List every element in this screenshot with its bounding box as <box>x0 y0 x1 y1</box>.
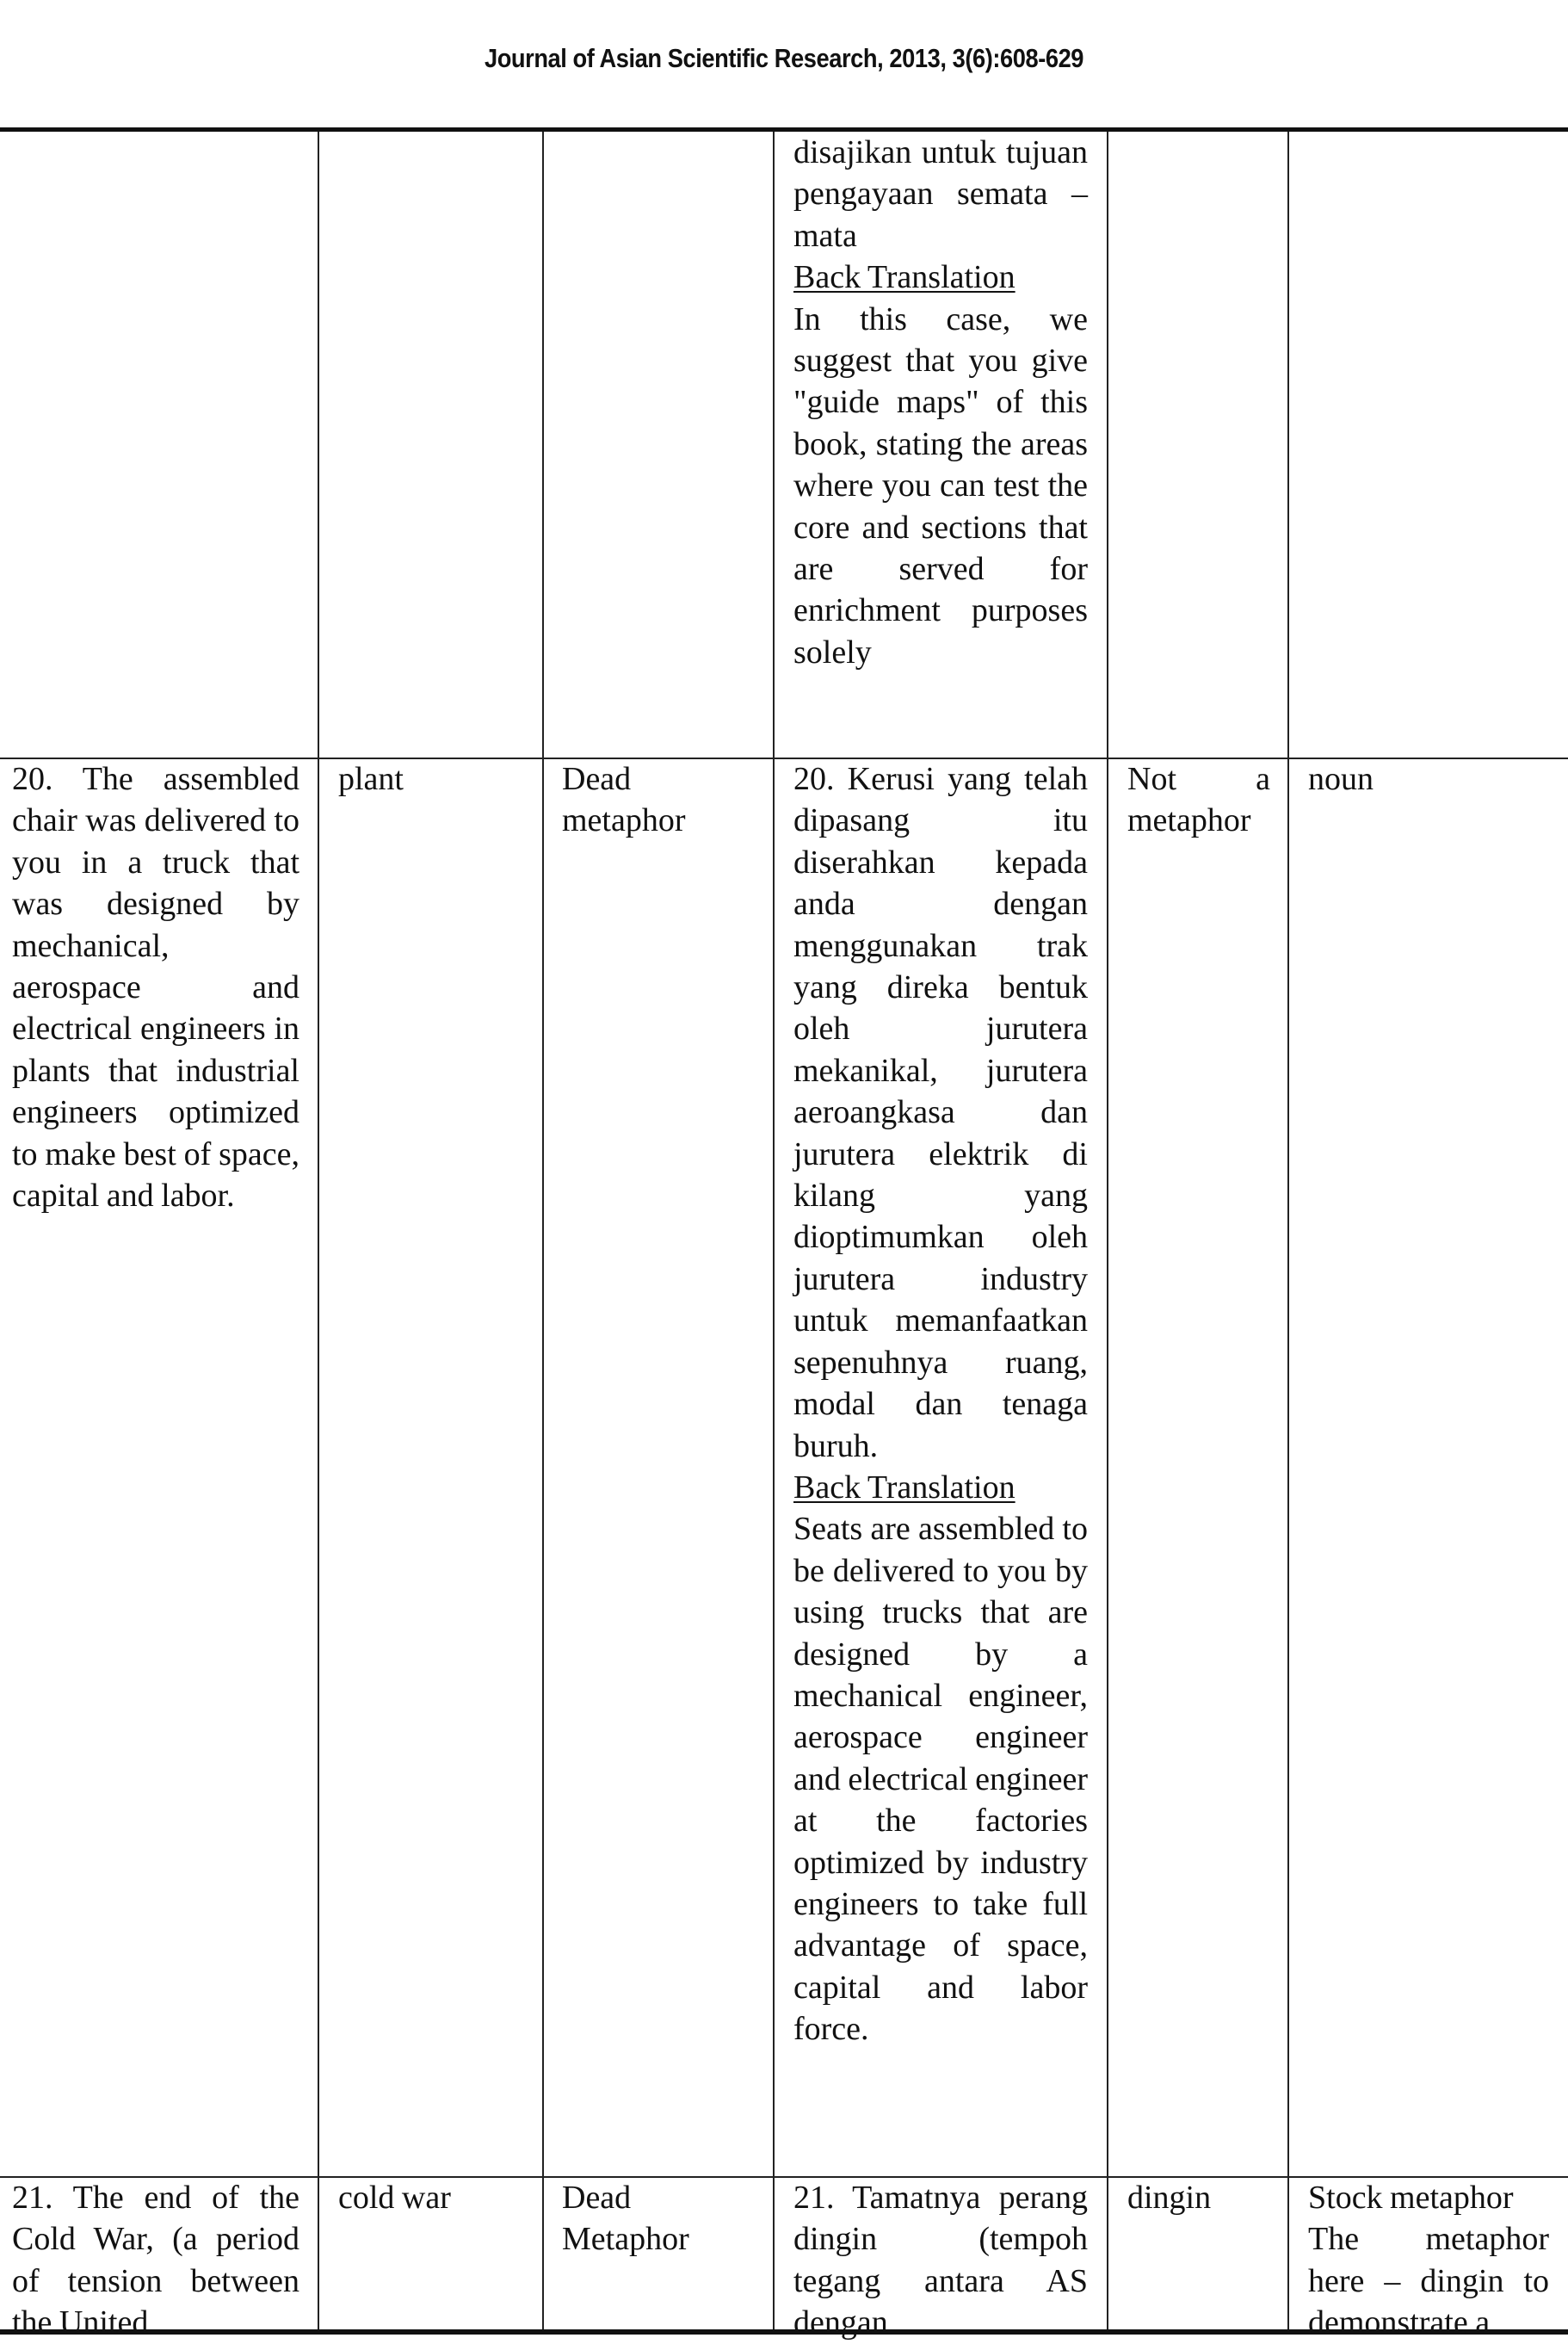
row-21-translation: 21. Tamatnya perang dingin (tempoh tegang antara AS dengan <box>793 2180 1088 2341</box>
continued-translation-text: disajikan untuk tujuan pengayaan semata –mata <box>793 134 1088 254</box>
row-21-category-note: The metaphor here – dingin to demonstrate a <box>1308 2221 1549 2341</box>
table-top-rule <box>0 127 1568 132</box>
row-20-source-text: 20. The assembled chair was delivered to you in a truck that was designed by mechanical, aerospace and electrical engineers in plants that industrial engineers optimized to make best of space, capital and labor. <box>12 761 299 1215</box>
column-divider-2 <box>542 132 544 2329</box>
row-21-target-metaphor: dingin <box>1127 2180 1212 2216</box>
back-translation-label: Back Translation <box>793 259 1015 296</box>
row-21-metaphor: cold war <box>338 2180 451 2216</box>
row-21-category-label: Stock metaphor <box>1308 2180 1514 2216</box>
continued-back-translation-text: In this case, we suggest that you give "guide maps" of this book, stating the areas where you can test the core and sections that are served for enrichment purposes solely <box>793 300 1088 671</box>
continued-translation-cell <box>793 132 1088 673</box>
row-20-translation-cell <box>793 758 1088 2050</box>
row-20-type: Dead metaphor <box>562 761 686 839</box>
column-divider-3 <box>773 132 775 2329</box>
row-20-metaphor: plant <box>338 761 404 797</box>
row-20-back-translation-text: Seats are assembled to be delivered to you by using trucks that are designed by a mechanical engineer, aerospace engineer and electrical engineer at the factories optimized by industry engineers to take full advantage of space, capital and labor force. <box>793 1511 1088 2048</box>
journal-header: Journal of Asian Scientific Research, 2013, 3(6):608-629 <box>484 43 1084 73</box>
row-20-translation-text: 20. Kerusi yang telah dipasang itu diserahkan kepada anda dengan menggunakan trak yang direka bentuk oleh jurutera mekanikal, jurutera aeroangkasa dan jurutera elektrik di kilang yang dioptimumkan oleh jurutera industry untuk memanfaatkan sepenuhnya ruang, modal dan tenaga buruh. <box>793 761 1088 1464</box>
row-20-target-metaphor: Not a metaphor <box>1127 761 1270 839</box>
row-21-category-cell <box>1308 2177 1549 2344</box>
row-20-back-translation-label: Back Translation <box>793 1469 1015 1506</box>
row-21-type: Dead Metaphor <box>562 2180 689 2258</box>
row-20-category: noun <box>1308 761 1374 797</box>
column-divider-5 <box>1287 132 1289 2329</box>
column-divider-4 <box>1107 132 1108 2329</box>
row-21-source-text: 21. The end of the Cold War, (a period of tension between the United <box>12 2180 299 2341</box>
column-divider-1 <box>318 132 319 2329</box>
